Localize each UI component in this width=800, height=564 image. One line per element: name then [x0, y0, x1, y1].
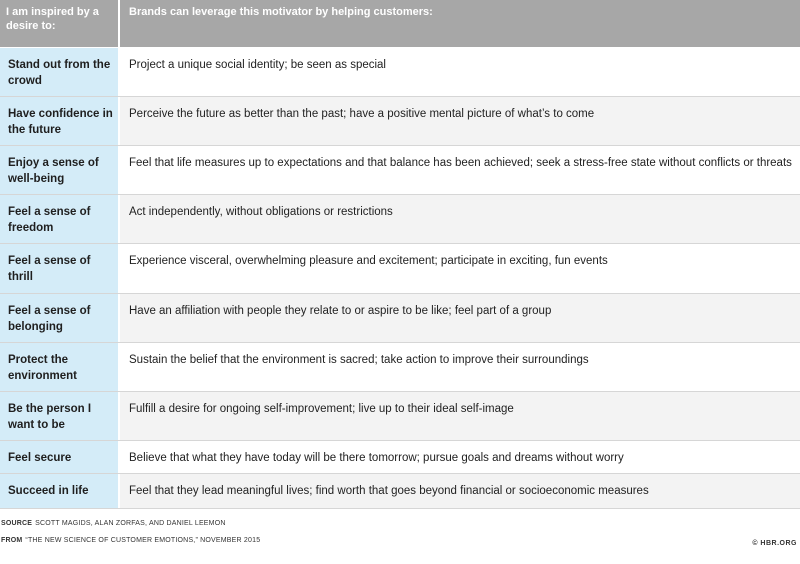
- leverage-cell: Project a unique social identity; be seen as special: [120, 48, 800, 96]
- table-row: [0, 244, 800, 294]
- copyright: © HBR.ORG: [752, 540, 797, 547]
- table-row: [0, 195, 800, 244]
- table-row: [0, 392, 800, 441]
- desire-cell: Stand out from the crowd: [0, 48, 120, 96]
- desire-cell: Be the person I want to be: [0, 392, 120, 440]
- from-text: “THE NEW SCIENCE OF CUSTOMER EMOTIONS,” NOVEMBER 2015: [25, 537, 261, 544]
- header-desire: I am inspired by a desire to:: [0, 0, 120, 47]
- leverage-cell: Act independently, without obligations or restrictions: [120, 195, 800, 243]
- table-row: [0, 146, 800, 195]
- desire-cell: Enjoy a sense of well-being: [0, 146, 120, 194]
- leverage-cell: Have an affiliation with people they relate to or aspire to be like; feel part of a group: [120, 294, 800, 342]
- leverage-cell: Believe that what they have today will be there tomorrow; pursue goals and dreams without worry: [120, 441, 800, 473]
- table-row: [0, 48, 800, 97]
- leverage-cell: Experience visceral, overwhelming pleasure and excitement; participate in exciting, fun events: [120, 244, 800, 293]
- leverage-cell: Sustain the belief that the environment is sacred; take action to improve their surroundings: [120, 343, 800, 391]
- table-row: [0, 474, 800, 509]
- leverage-cell: Feel that life measures up to expectations and that balance has been achieved; seek a stress-free state without conflicts or threats: [120, 146, 800, 194]
- desire-cell: Feel a sense of freedom: [0, 195, 120, 243]
- from-line: [1, 537, 260, 544]
- leverage-cell: Perceive the future as better than the past; have a positive mental picture of what’s to come: [120, 97, 800, 145]
- desire-cell: Feel a sense of belonging: [0, 294, 120, 342]
- table-row: [0, 441, 800, 474]
- source-line: [1, 520, 226, 527]
- header-leverage: Brands can leverage this motivator by helping customers:: [129, 6, 433, 18]
- source-label: SOURCE: [1, 520, 33, 527]
- source-text: SCOTT MAGIDS, ALAN ZORFAS, AND DANIEL LEEMON: [35, 520, 226, 527]
- table-row: [0, 294, 800, 343]
- table-header: [0, 0, 800, 48]
- desire-cell: Feel secure: [0, 441, 120, 473]
- leverage-cell: Feel that they lead meaningful lives; find worth that goes beyond financial or socioeconomic measures: [120, 474, 800, 508]
- from-label: FROM: [1, 537, 23, 544]
- desire-cell: Protect the environment: [0, 343, 120, 391]
- table-row: [0, 343, 800, 392]
- table-row: [0, 97, 800, 146]
- desire-cell: Feel a sense of thrill: [0, 244, 120, 293]
- desire-cell: Have confidence in the future: [0, 97, 120, 145]
- leverage-cell: Fulfill a desire for ongoing self-improvement; live up to their ideal self-image: [120, 392, 800, 440]
- desire-cell: Succeed in life: [0, 474, 120, 508]
